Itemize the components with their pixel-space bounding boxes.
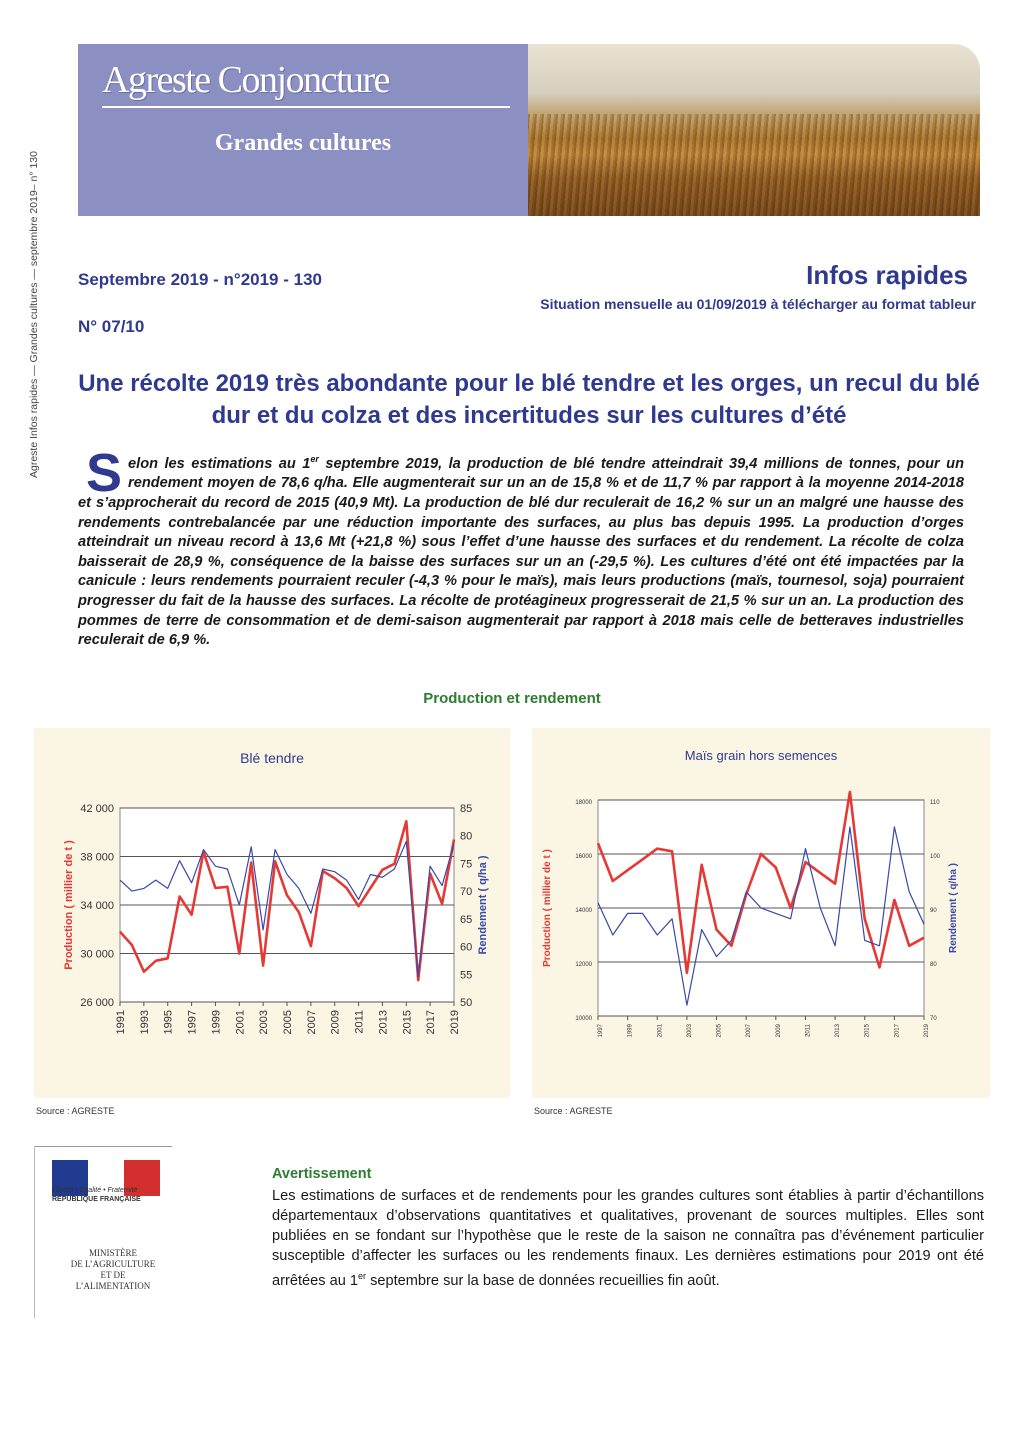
chart-panel-mais — [532, 728, 990, 1098]
chart-mais-grain — [532, 728, 990, 1098]
y2-tick-label: 60 — [460, 941, 473, 954]
chart-source: Source : AGRESTE — [534, 1106, 613, 1116]
y-tick-label: 10000 — [575, 1016, 592, 1022]
x-tick-label: 2007 — [305, 1010, 318, 1035]
title-underline — [102, 106, 510, 108]
chart-panel-ble — [34, 728, 510, 1098]
y-tick-label: 38 000 — [80, 851, 114, 864]
y2-tick-label: 80 — [930, 962, 937, 968]
x-tick-label: 1999 — [210, 1010, 223, 1035]
y-tick-label: 26 000 — [80, 997, 114, 1009]
x-tick-label: 1993 — [138, 1010, 151, 1035]
x-tick-label: 1999 — [627, 1024, 634, 1038]
warning-title: Avertissement — [272, 1166, 372, 1182]
x-tick-label: 1997 — [186, 1010, 199, 1035]
issue-date: Septembre 2019 - n°2019 - 130 — [78, 270, 322, 289]
lead-text-start: elon les estimations au 1 — [128, 455, 311, 472]
y2-tick-label: 90 — [930, 908, 937, 914]
x-tick-label: 2013 — [835, 1024, 842, 1038]
y2-tick-label: 110 — [930, 800, 940, 806]
lead-paragraph — [78, 443, 964, 651]
y2-tick-label: 80 — [460, 830, 473, 843]
x-tick-label: 2005 — [282, 1010, 294, 1035]
x-tick-label: 2011 — [353, 1010, 366, 1034]
y-axis-title: Production ( millier de t ) — [63, 840, 75, 970]
x-tick-label: 2013 — [377, 1010, 390, 1035]
y2-axis-title: Rendement ( q/ha ) — [948, 862, 959, 954]
banner-title-panel — [78, 44, 528, 216]
chart-title: Blé tendre — [240, 750, 304, 766]
x-tick-label: 2007 — [746, 1024, 753, 1038]
ministry-logo — [34, 1146, 172, 1318]
x-tick-label: 2009 — [775, 1024, 782, 1038]
side-running-header: Agreste Infos rapides — Grandes cultures — septembre 2019– n° 130 — [28, 151, 40, 478]
y2-tick-label: 75 — [460, 858, 473, 871]
x-tick-label: 2003 — [258, 1010, 271, 1035]
republic-motto: Liberté • Égalité • Fraternité RÉPUBLIQUE FRANÇAISE — [52, 1187, 141, 1203]
lead-superscript: er — [310, 454, 319, 464]
x-tick-label: 2003 — [686, 1024, 693, 1038]
y2-tick-label: 70 — [930, 1016, 937, 1022]
publication-title: Agreste Conjoncture — [102, 59, 390, 101]
y-tick-label: 34 000 — [80, 900, 114, 912]
x-tick-label: 2005 — [716, 1024, 723, 1038]
header-banner — [78, 44, 980, 216]
y2-tick-label: 70 — [460, 886, 473, 899]
y-tick-label: 30 000 — [80, 948, 114, 961]
y2-axis-title: Rendement ( q/ha ) — [477, 855, 489, 955]
chart-ble-tendre — [34, 728, 510, 1098]
x-tick-label: 2011 — [805, 1024, 812, 1037]
x-tick-label: 2017 — [425, 1010, 438, 1035]
x-tick-label: 2015 — [864, 1024, 871, 1038]
headline: Une récolte 2019 très abondante pour le blé tendre et les orges, un recul du blé dur et du colza et des incertitudes sur les cultures d’été — [78, 370, 980, 429]
x-tick-label: 2015 — [401, 1010, 414, 1035]
drop-cap: S — [86, 443, 123, 503]
y-axis-title: Production ( millier de t ) — [542, 849, 553, 967]
x-tick-label: 2009 — [329, 1010, 342, 1035]
x-tick-label: 2017 — [894, 1024, 901, 1038]
y-tick-label: 16000 — [575, 854, 592, 860]
y2-tick-label: 50 — [460, 997, 473, 1009]
x-tick-label: 1991 — [115, 1010, 127, 1035]
chart-source: Source : AGRESTE — [36, 1106, 115, 1116]
warning-text: Les estimations de surfaces et de rendements pour les grandes cultures sont établies à partir d’échantillons départementaux d’observations quantitatives et qualitatives, provenant de sources multiples. Elles sont publiées en se fondant sur l’hypothèse que le reste de la saison ne connaîtra pas d’événement particulier susceptible d’affecter les surfaces ou les rendements finaux. Les dernières estimations pour 2019 ont été arrêtées au 1er septembre sur la base de données recueillies fin août. — [272, 1188, 984, 1289]
y2-tick-label: 100 — [930, 854, 941, 860]
y-tick-label: 42 000 — [80, 803, 114, 815]
wheat-field-photo — [528, 44, 980, 216]
x-tick-label: 2019 — [924, 1024, 930, 1038]
x-tick-label: 2001 — [657, 1024, 664, 1038]
y2-tick-label: 55 — [460, 969, 473, 982]
y-tick-label: 12000 — [575, 962, 592, 968]
x-tick-label: 2019 — [449, 1010, 461, 1035]
y2-tick-label: 65 — [460, 913, 473, 926]
x-tick-label: 1995 — [162, 1010, 175, 1035]
y2-tick-label: 85 — [460, 803, 473, 815]
y-tick-label: 14000 — [575, 908, 592, 914]
x-tick-label: 1997 — [598, 1024, 604, 1038]
situation-download-link[interactable]: Situation mensuelle au 01/09/2019 à télécharger au format tableur — [540, 296, 976, 312]
lead-text-rest: septembre 2019, la production de blé tendre atteindrait 39,4 millions de tonnes, pour un rendement moyen de 78,6 q/ha. Elle augmenterait sur un an de 15,8 % et de 11,7 % par rapport à la moyenne 2014-2018 et s’approcherait du record de 2015 (40,9 Mt). La production de blé dur reculerait de 16,2 % sur un an malgré une hausse des rendements contrebalancée par une réduction importante des surfaces, au plus bas depuis 1995. La production d’orges atteindrait un niveau record à 13,6 Mt (+21,8 %) sous l’effet d’une hausse des surfaces et du rendement. La récolte de colza baisserait de 28,9 %, conséquence de la baisse des surfaces sur un an (-29,5 %). Les cultures d’été ont été impactées par la canicule : leurs rendements pourraient reculer (-4,3 % pour le maïs), mais leurs productions (maïs, tournesol, soja) pourraient progresser du fait de la hausse des surfaces. La récolte de protéagineux progresserait de 21,5 % sur un an. La production des pommes de terre de consommation et de demi-saison augmenterait par rapport à 2018 mais celle de betteraves industrielles reculerait de 6,9 %. — [78, 455, 964, 649]
y-tick-label: 18000 — [575, 800, 592, 806]
infos-rapides-title: Infos rapides — [806, 260, 968, 290]
publication-subtitle: Grandes cultures — [214, 130, 392, 156]
chart-title: Maïs grain hors semences — [684, 748, 838, 763]
issue-number: N° 07/10 — [78, 317, 145, 336]
section-title: Production et rendement — [423, 690, 601, 707]
x-tick-label: 2001 — [234, 1010, 247, 1035]
ministry-name: MINISTÈRE DE L’AGRICULTURE ET DE L’ALIMENTATION — [70, 1248, 156, 1291]
